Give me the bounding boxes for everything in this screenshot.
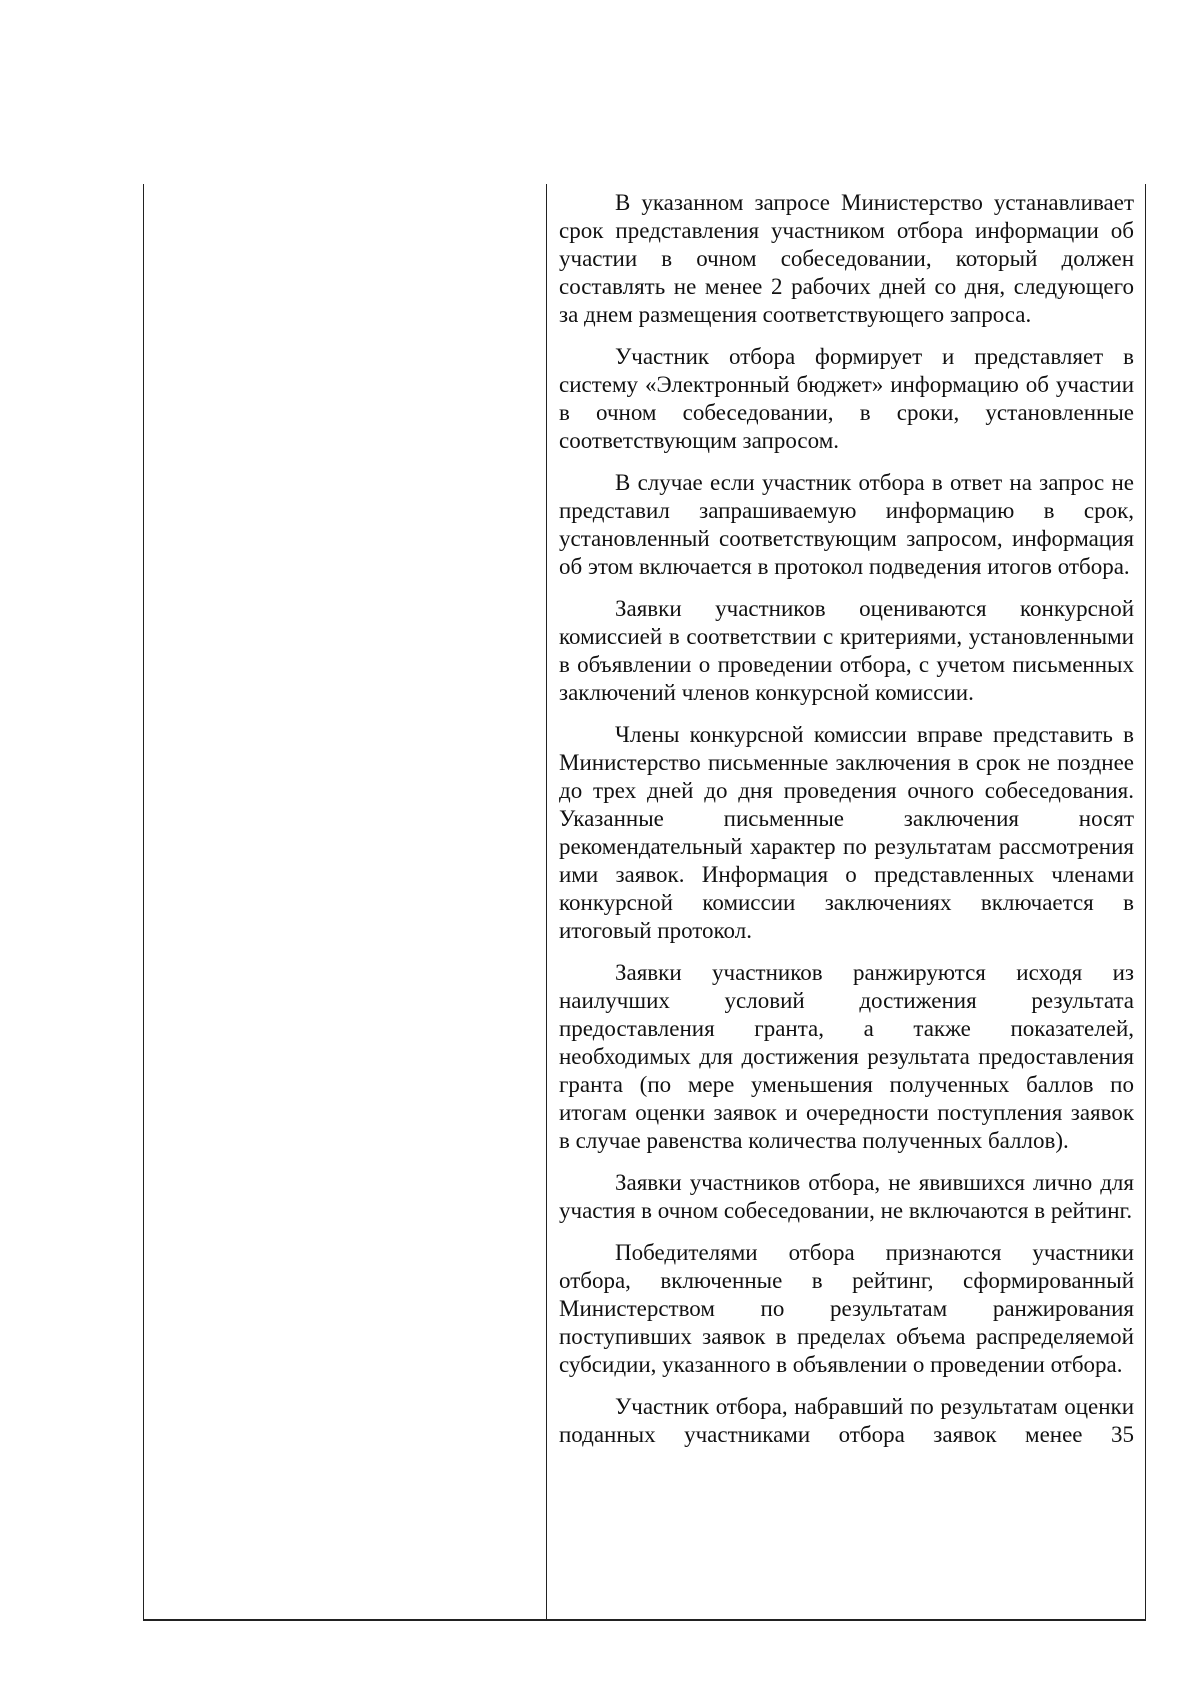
paragraph-no-info-submitted: В случае если участник отбора в ответ на запрос не представил запрашиваемую информацию в срок, установленный соответствующим запросом, информация об этом включается в протокол подведения итогов отбора. (559, 470, 1134, 579)
table-right-column (548, 184, 1145, 1619)
paragraph-applications-ranked: Заявки участников ранжируются исходя из наилучших условий достижения результата предоставления гранта, а также показателей, необходимых для достижения результата предоставления гранта (по мере уменьшения полученных баллов по итогам оценки заявок и очередности поступления заявок в случае равенства количества полученных баллов). (559, 960, 1134, 1153)
document-table (143, 184, 1146, 1621)
paragraph-commission-written-conclusions: Члены конкурсной комиссии вправе представить в Министерство письменные заключения в срок не позднее до трех дней до дня проведения очного собеседования. Указанные письменные заключения носят рекомендательный характер по результатам рассмотрения ими заявок. Информация о представленных членами конкурсной комиссии заключениях включается в итоговый протокол. (559, 722, 1134, 943)
paragraph-low-score-participant: Участник отбора, набравший по результатам оценки поданных участниками отбора заявок менее 35 (559, 1394, 1134, 1447)
paragraph-absent-participants: Заявки участников отбора, не явившихся лично для участия в очном собеседовании, не включаются в рейтинг. (559, 1170, 1134, 1223)
paragraph-participant-submits-info: Участник отбора формирует и представляет в систему «Электронный бюджет» информацию об участии в очном собеседовании, в сроки, установленные соответствующим запросом. (559, 344, 1134, 453)
paragraph-winners: Победителями отбора признаются участники отбора, включенные в рейтинг, сформированный Министерством по результатам ранжирования поступивших заявок в пределах объема распределяемой субсидии, указанного в объявлении о проведении отбора. (559, 1240, 1134, 1377)
paragraph-applications-evaluated: Заявки участников оцениваются конкурсной комиссией в соответствии с критериями, установленными в объявлении о проведении отбора, с учетом письменных заключений членов конкурсной комиссии. (559, 596, 1134, 705)
table-left-column (144, 184, 547, 1619)
paragraph-request-deadline: В указанном запросе Министерство устанавливает срок представления участником отбора информации об участии в очном собеседовании, который должен составлять не менее 2 рабочих дней со дня, следующего за днем размещения соответствующего запроса. (559, 190, 1134, 327)
